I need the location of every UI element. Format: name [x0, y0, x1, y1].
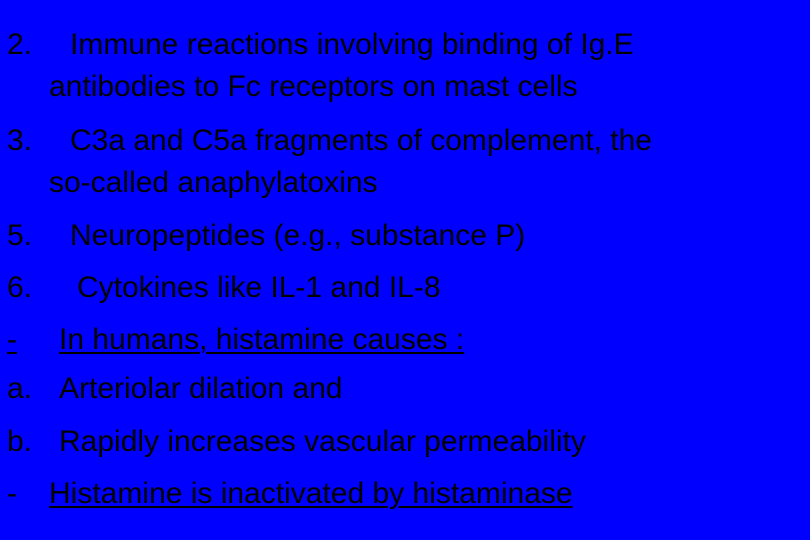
- list-marker: 5.: [7, 219, 33, 252]
- list-item-text-continuation: so-called anaphylatoxins: [49, 166, 378, 199]
- list-item-text: Histamine is inactivated by histaminase: [49, 477, 573, 510]
- list-marker: -: [7, 477, 17, 510]
- list-marker: b.: [7, 425, 33, 458]
- list-marker: 6.: [7, 271, 33, 304]
- list-item-text: Rapidly increases vascular permeability: [59, 425, 586, 458]
- list-item-text: C3a and C5a fragments of complement, the: [70, 124, 652, 157]
- list-item-text: Arteriolar dilation and: [59, 372, 343, 405]
- list-marker: -: [7, 323, 17, 356]
- list-marker: a.: [7, 372, 33, 405]
- list-item-text-continuation: antibodies to Fc receptors on mast cells: [49, 70, 578, 103]
- list-item-text: Immune reactions involving binding of Ig.E: [70, 28, 634, 61]
- section-heading: In humans, histamine causes :: [59, 323, 465, 356]
- list-item-text: Cytokines like IL-1 and IL-8: [77, 271, 441, 304]
- list-marker: 3.: [7, 124, 33, 157]
- list-item-text: Neuropeptides (e.g., substance P): [70, 219, 526, 252]
- list-marker: 2.: [7, 28, 33, 61]
